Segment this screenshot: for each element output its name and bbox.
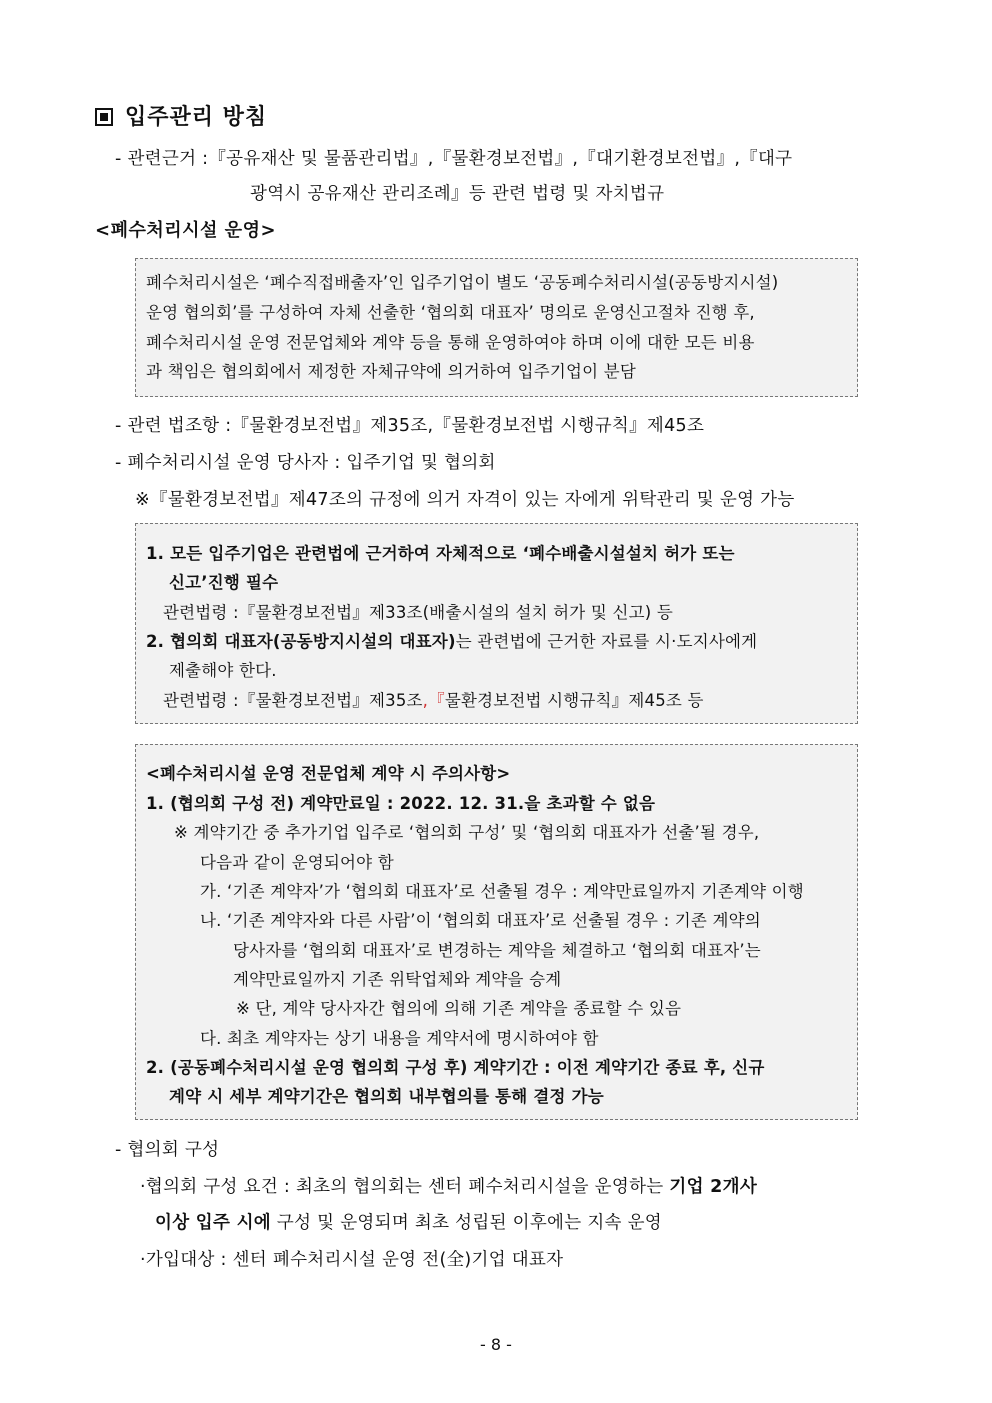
intro-line-2: 운영 협의회’를 구성하여 자체 선출한 ‘협의회 대표자’ 명의로 운영신고절차 진행 후, — [146, 303, 755, 322]
req-item1-line1: 1. 모든 입주기업은 관련법에 근거하여 자체적으로 ‘폐수배출시설설치 허가 또는 — [146, 544, 735, 563]
party-bullet: - 폐수처리시설 운영 당사자 : 입주기업 및 협의회 — [115, 453, 496, 473]
req-item2-line2: 제출해야 한다. — [169, 661, 277, 680]
req-item1-law: 관련법령 :『물환경보전법』제33조(배출시설의 설치 허가 및 신고) 등 — [163, 603, 673, 622]
req-item1-line2: 신고’진행 필수 — [169, 573, 279, 592]
req-item2-line1 — [146, 628, 757, 652]
intro-line-4: 과 책임은 협의회에서 제정한 자체규약에 의거하여 입주기업이 분담 — [146, 362, 637, 381]
req-item2-law-comma: , — [422, 691, 429, 710]
intro-line-1: 폐수처리시설은 ‘폐수직접배출자’인 입주기업이 별도 ‘공동폐수처리시설(공동방지시설) — [146, 273, 779, 292]
subsection-title: <폐수처리시설 운영> — [95, 220, 277, 241]
entrust-note: ※『물환경보전법』제47조의 규정에 의거 자격이 있는 자에게 위탁관리 및 운영 가능 — [135, 490, 795, 510]
heading-text: 입주관리 방침 — [125, 105, 268, 130]
caution-na-note: ※ 단, 계약 당사자간 협의에 의해 기존 계약을 종료할 수 있음 — [236, 999, 682, 1018]
page-number: - 8 - — [480, 1335, 512, 1354]
req-item2-law — [163, 687, 704, 711]
requirements-box — [135, 523, 858, 724]
caution-item2-line2: 계약 시 세부 계약기간은 협의회 내부협의를 통해 결정 가능 — [169, 1087, 604, 1106]
caution-na-line1: 나. ‘기존 계약자와 다른 사람’이 ‘협의회 대표자’로 선출될 경우 : 기존 계약의 — [200, 911, 761, 930]
req-item2-law-a: 관련법령 :『물환경보전법』제35조 — [163, 691, 423, 710]
basis-line-2: 광역시 공유재산 관리조례』등 관련 법령 및 자치법규 — [250, 184, 665, 204]
council-req-bold2: 이상 입주 시에 — [155, 1213, 272, 1233]
caution-title: <폐수처리시설 운영 전문업체 계약 시 주의사항> — [146, 764, 511, 783]
intro-line-3: 폐수처리시설 운영 전문업체와 계약 등을 통해 운영하여야 하며 이에 대한 모든 비용 — [146, 333, 755, 352]
caution-na-line2: 당사자를 ‘협의회 대표자’로 변경하는 계약을 체결하고 ‘협의회 대표자’는 — [233, 941, 761, 960]
caution-note1-line1: ※ 계약기간 중 추가기업 입주로 ‘협의회 구성’ 및 ‘협의회 대표자가 선출’될 경우, — [174, 823, 760, 842]
council-requirement-line1 — [140, 1173, 757, 1198]
req-item2-rest: 는 관련법에 근거한 자료를 시·도지사에게 — [455, 632, 758, 651]
caution-da: 다. 최초 계약자는 상기 내용을 계약서에 명시하여야 함 — [200, 1029, 599, 1048]
req-item2-law-b: 『 — [428, 691, 445, 710]
law-bullet: - 관련 법조항 :『물환경보전법』제35조,『물환경보전법 시행규칙』제45조 — [115, 416, 705, 436]
council-membership: ·가입대상 : 센터 폐수처리시설 운영 전(全)기업 대표자 — [140, 1250, 564, 1270]
council-req-a: ·협의회 구성 요건 : 최초의 협의회는 센터 폐수처리시설을 운영하는 — [140, 1177, 670, 1197]
contract-caution-box — [135, 744, 858, 1120]
caution-na-line3: 계약만료일까지 기존 위탁업체와 계약을 승계 — [233, 970, 562, 989]
square-bullet-icon — [95, 108, 113, 126]
req-item2-bold: 2. 협의회 대표자(공동방지시설의 대표자) — [146, 632, 456, 651]
council-heading: - 협의회 구성 — [115, 1140, 220, 1160]
basis-line-1: - 관련근거 :『공유재산 및 물품관리법』,『물환경보전법』,『대기환경보전법』,『대구 — [115, 149, 793, 169]
caution-item2-line1: 2. (공동폐수처리시설 운영 협의회 구성 후) 계약기간 : 이전 계약기간 종료 후, 신규 — [146, 1058, 765, 1077]
council-req-bold1: 기업 2개사 — [669, 1177, 758, 1197]
caution-note1-line2: 다음과 같이 운영되어야 함 — [200, 853, 394, 872]
req-item2-law-c: 물환경보전법 시행규칙』제45조 등 — [444, 691, 704, 710]
caution-item1: 1. (협의회 구성 전) 계약만료일 : 2022. 12. 31.을 초과할 수 없음 — [146, 794, 656, 813]
council-req-rest: 구성 및 운영되며 최초 성립된 이후에는 지속 운영 — [271, 1213, 663, 1233]
intro-box — [135, 258, 858, 397]
caution-ga: 가. ‘기존 계약자’가 ‘협의회 대표자’로 선출될 경우 : 계약만료일까지 기존계약 이행 — [200, 882, 804, 901]
council-requirement-line2 — [155, 1209, 662, 1234]
section-heading — [95, 100, 267, 131]
